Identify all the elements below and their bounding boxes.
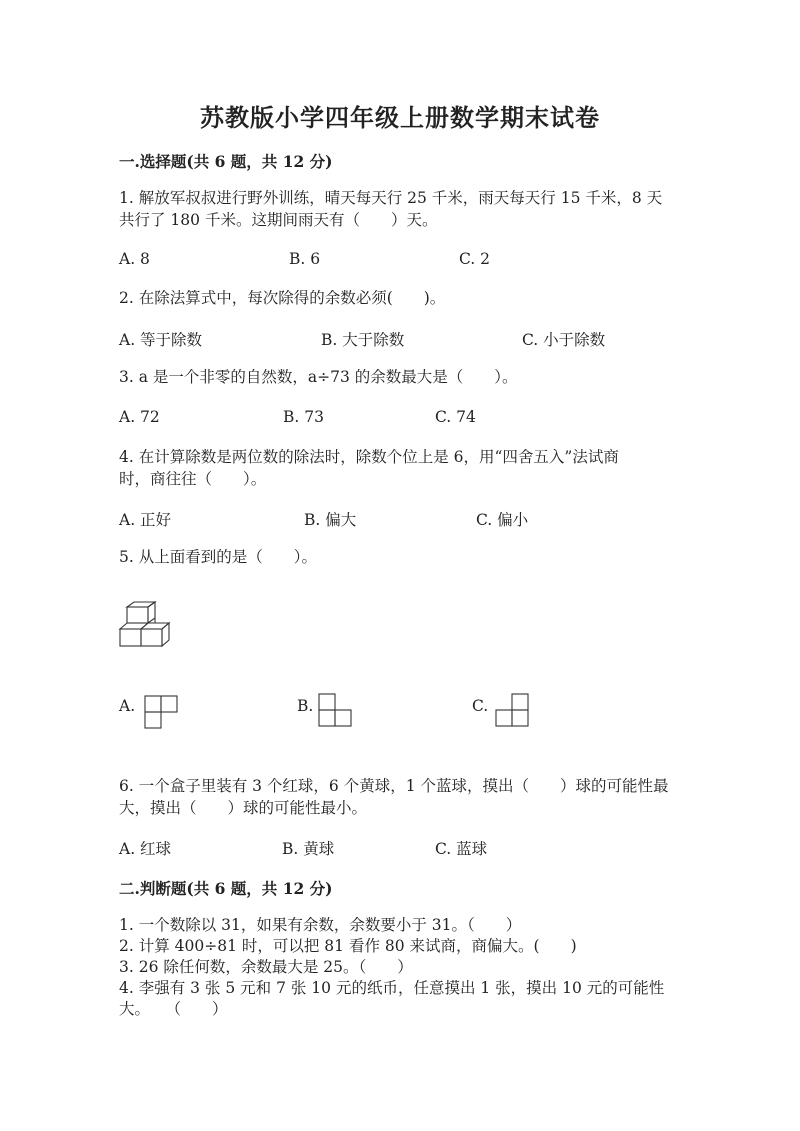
option-c-shape-icon: [495, 693, 529, 727]
question-5-option-c[interactable]: C.: [472, 697, 489, 715]
page-title: 苏教版小学四年级上册数学期末试卷: [200, 103, 600, 132]
question-5-option-a[interactable]: A.: [119, 697, 136, 715]
judge-item-3: 3. 26 除任何数，余数最大是 25。（ ）: [119, 958, 413, 976]
question-4-option-a[interactable]: A. 正好: [119, 511, 172, 529]
question-6-option-c[interactable]: C. 蓝球: [435, 840, 488, 858]
question-4-line-2: 时，商往往（ ）。: [119, 470, 267, 488]
judge-item-1: 1. 一个数除以 31，如果有余数，余数要小于 31。（ ）: [119, 916, 522, 934]
question-3-option-a[interactable]: A. 72: [119, 408, 160, 426]
question-4-line-1: 4. 在计算除数是两位数的除法时，除数个位上是 6，用“四舍五入”法试商: [119, 448, 619, 466]
question-3-option-b[interactable]: B. 73: [283, 408, 324, 426]
question-4-option-b[interactable]: B. 偏大: [304, 511, 357, 529]
question-2-option-a[interactable]: A. 等于除数: [119, 331, 203, 349]
question-1-option-c[interactable]: C. 2: [459, 250, 491, 268]
section-2-heading: 二.判断题(共 6 题，共 12 分): [119, 879, 333, 898]
cubes-3d-figure: [118, 600, 182, 648]
question-6-line-1: 6. 一个盒子里装有 3 个红球，6 个黄球，1 个蓝球，摸出（ ）球的可能性最: [119, 777, 669, 795]
section-1-heading: 一.选择题(共 6 题，共 12 分): [119, 152, 333, 171]
question-3-line-1: 3. a 是一个非零的自然数，a÷73 的余数最大是（ ）。: [119, 368, 518, 386]
judge-item-4-line-1: 4. 李强有 3 张 5 元和 7 张 10 元的纸币，任意摸出 1 张，摸出 10 元的可能性: [119, 979, 665, 997]
question-2-option-b[interactable]: B. 大于除数: [321, 331, 405, 349]
judge-item-2: 2. 计算 400÷81 时，可以把 81 看作 80 来试商，商偏大。( ): [119, 937, 577, 955]
question-3-option-c[interactable]: C. 74: [435, 408, 476, 426]
question-6-line-2: 大，摸出（ ）球的可能性最小。: [119, 799, 368, 817]
question-6-option-b[interactable]: B. 黄球: [282, 840, 335, 858]
judge-item-4-line-2: 大。 （ ）: [119, 1000, 228, 1018]
question-5-line-1: 5. 从上面看到的是（ ）。: [119, 548, 317, 566]
question-5-option-b[interactable]: B.: [297, 697, 314, 715]
option-a-shape-icon: [144, 695, 178, 729]
option-b-shape-icon: [318, 693, 352, 727]
question-1-line-1: 1. 解放军叔叔进行野外训练，晴天每天行 25 千米，雨天每天行 15 千米，8 天: [119, 189, 663, 207]
question-2-line-1: 2. 在除法算式中，每次除得的余数必须( )。: [119, 289, 446, 307]
question-6-option-a[interactable]: A. 红球: [119, 840, 172, 858]
question-2-option-c[interactable]: C. 小于除数: [522, 331, 606, 349]
question-4-option-c[interactable]: C. 偏小: [476, 511, 529, 529]
question-1-line-2: 共行了 180 千米。这期间雨天有（ ）天。: [119, 211, 438, 229]
question-1-option-a[interactable]: A. 8: [119, 250, 150, 268]
question-1-option-b[interactable]: B. 6: [289, 250, 321, 268]
